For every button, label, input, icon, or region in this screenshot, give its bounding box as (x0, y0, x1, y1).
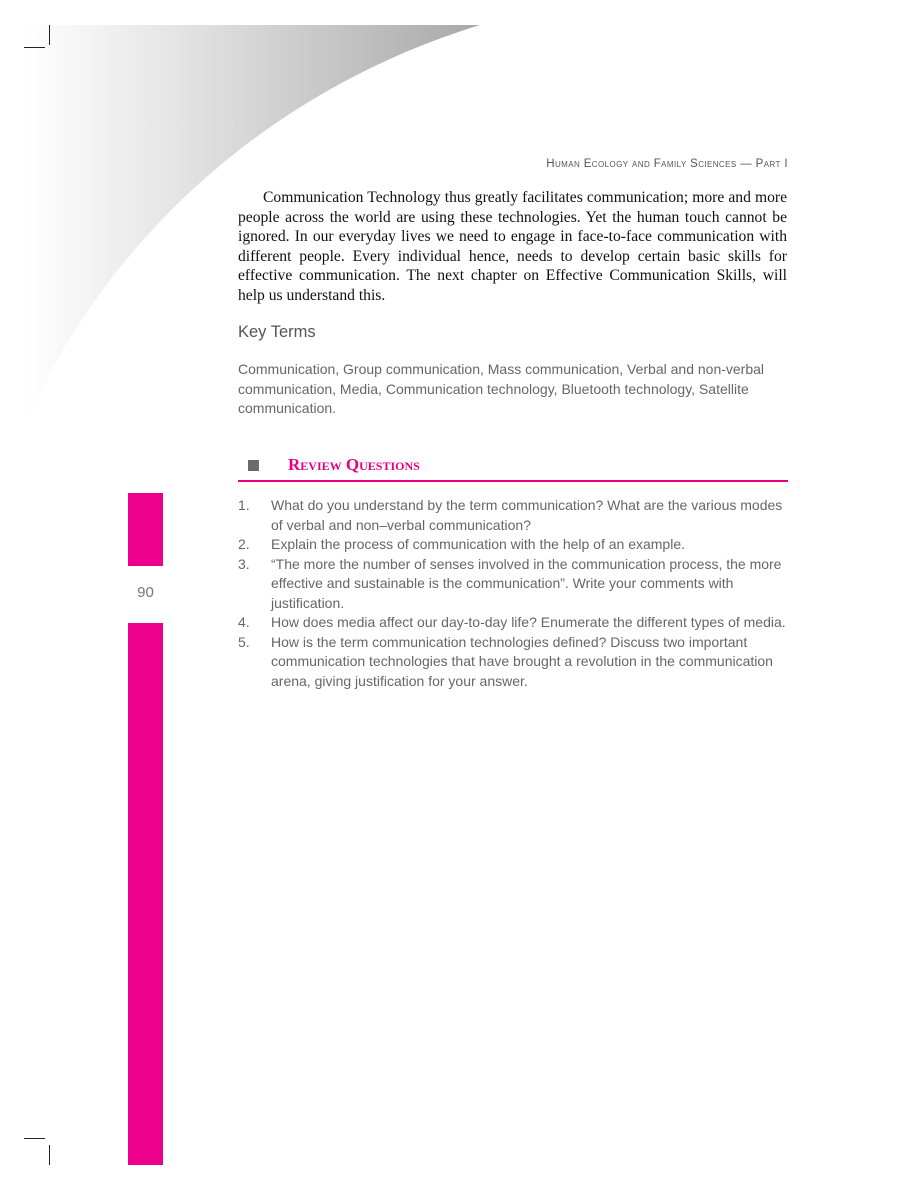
review-questions-heading: Review Questions (288, 455, 420, 474)
key-terms-heading: Key Terms (238, 323, 316, 341)
review-questions-rule (238, 480, 788, 482)
margin-bar-upper (128, 493, 163, 566)
section-square-icon (248, 460, 259, 471)
crop-mark-bottom-left-h (24, 1138, 45, 1139)
question-item (238, 496, 793, 535)
crop-mark-top-left-h (24, 47, 45, 48)
question-text: How is the term communication technologies defined? Discuss two important communication technologies that have brought a revolution in the communication arena, giving justification for your answer. (271, 633, 773, 689)
question-number: 1. (238, 497, 250, 513)
question-text: What do you understand by the term communication? What are the various modes of verbal and non–verbal communication? (271, 497, 783, 533)
question-number: 2. (238, 536, 250, 552)
question-item (238, 535, 793, 555)
question-number: 3. (238, 555, 250, 572)
key-terms-text: Communication, Group communication, Mass communication, Verbal and non-verbal communication, Media, Communication technology, Bluetooth technology, Satellite communication. (238, 361, 765, 417)
crop-mark-top-left-v (49, 25, 50, 45)
crop-mark-bottom-left-v (49, 1145, 50, 1165)
question-text: “The more the number of senses involved in the communication process, the more effective and sustainable is the communication”. Write your comments with justification. (271, 555, 782, 611)
review-questions-list (238, 496, 793, 691)
margin-bar-lower (128, 623, 163, 1165)
body-paragraph: Communication Technology thus greatly facilitates communication; more and more people across the world are using these technologies. Yet the human touch cannot be ignored. In our everyday lives we need to engage in face-to-face communication with different people. Every individual hence, needs to develop certain basic skills for effective communication. The next chapter on Effective Communication Skills, will help us understand this. (238, 189, 787, 304)
page-number: 90 (137, 584, 154, 601)
question-number: 4. (238, 614, 250, 630)
question-item (238, 613, 793, 633)
question-text: Explain the process of communication with the help of an example. (271, 536, 686, 552)
running-header: Human Ecology and Family Sciences — Part I (546, 158, 788, 170)
question-item (238, 555, 793, 614)
question-item (238, 633, 793, 692)
question-number: 5. (238, 633, 250, 650)
question-text: How does media affect our day-to-day life? Enumerate the different types of media. (271, 614, 786, 630)
